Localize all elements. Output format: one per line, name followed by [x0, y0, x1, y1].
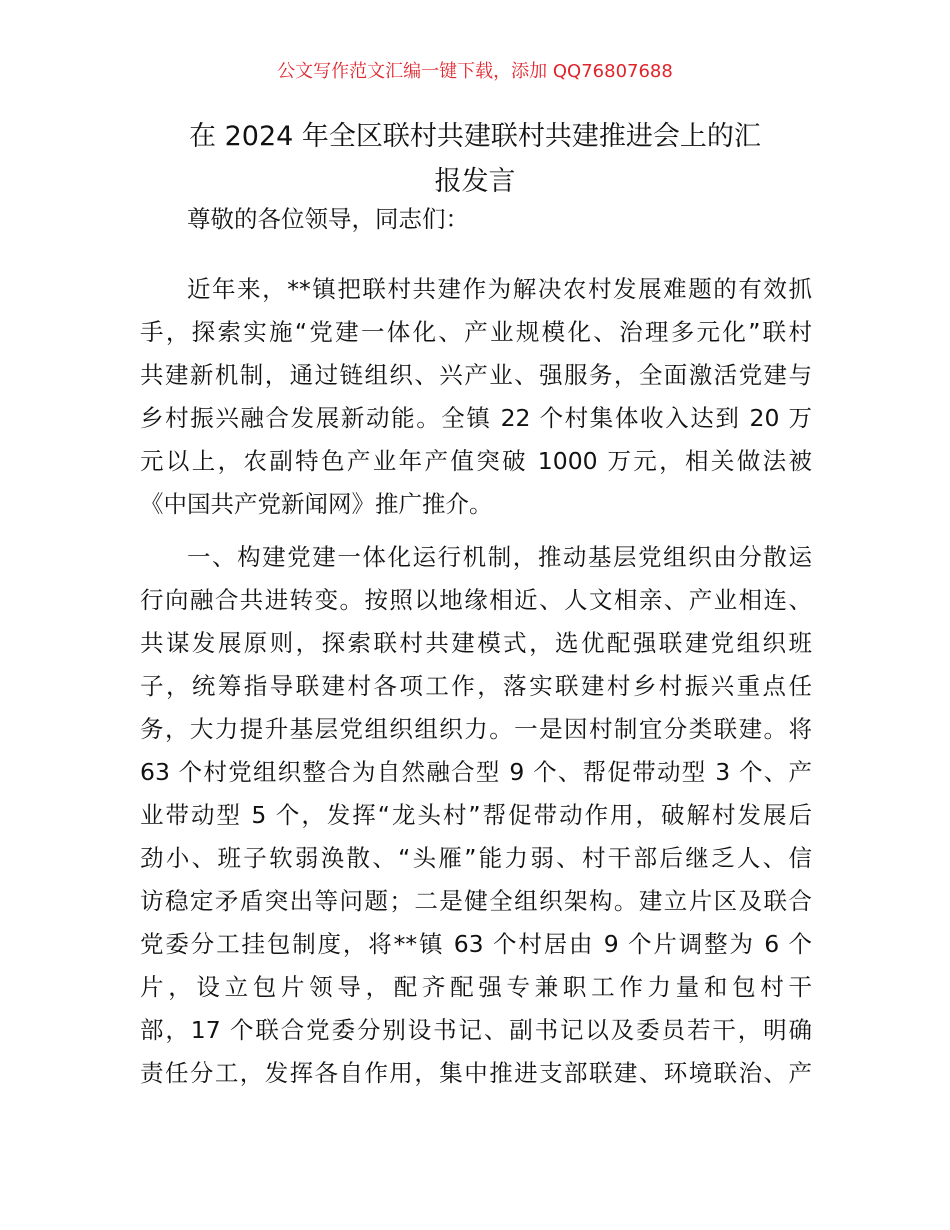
paragraph-line: 63 个村党组织整合为自然融合型 9 个、帮促带动型 3 个、产: [140, 758, 812, 786]
paragraph-line: 业带动型 5 个，发挥“龙头村”帮促带动作用，破解村发展后: [140, 801, 812, 829]
paragraph-1: [140, 268, 812, 526]
paragraph-line: 访稳定矛盾突出等问题；二是健全组织架构。建立片区及联合: [140, 887, 812, 915]
watermark-banner: 公文写作范文汇编一键下载，添加 QQ76807688: [277, 61, 673, 82]
paragraph-line: 《中国共产党新闻网》推广推介。: [140, 490, 493, 518]
paragraph-line: 一、构建党建一体化运行机制，推动基层党组织由分散运: [187, 543, 812, 571]
paragraph-line: 责任分工，发挥各自作用，集中推进支部联建、环境联治、产: [140, 1059, 812, 1087]
paragraph-line: 元以上，农副特色产业年产值突破 1000 万元，相关做法被: [140, 447, 812, 475]
paragraph-line: 党委分工挂包制度，将**镇 63 个村居由 9 个片调整为 6 个: [140, 930, 812, 958]
paragraph-line: 务，大力提升基层党组织组织力。一是因村制宜分类联建。将: [140, 715, 812, 743]
paragraph-line: 片，设立包片领导，配齐配强专兼职工作力量和包村干: [140, 973, 812, 1001]
paragraph-line: 部，17 个联合党委分别设书记、副书记以及委员若干，明确: [140, 1016, 812, 1044]
paragraph-line: 近年来，**镇把联村共建作为解决农村发展难题的有效抓: [187, 275, 812, 303]
paragraph-2: [140, 536, 812, 1095]
paragraph-line: 手，探索实施“党建一体化、产业规模化、治理多元化”联村: [140, 318, 812, 346]
document-title: [130, 114, 820, 204]
paragraph-line: 劲小、班子软弱涣散、“头雁”能力弱、村干部后继乏人、信: [140, 844, 812, 872]
paragraph-line: 子，统筹指导联建村各项工作，落实联建村乡村振兴重点任: [140, 672, 812, 700]
title-line-1: 在 2024 年全区联村共建联村共建推进会上的汇: [189, 121, 761, 152]
greeting-text: 尊敬的各位领导，同志们：: [187, 205, 469, 233]
title-line-2: 报发言: [434, 166, 516, 197]
paragraph-line: 共谋发展原则，探索联村共建模式，选优配强联建党组织班: [140, 629, 812, 657]
greeting: [140, 198, 812, 241]
paragraph-line: 共建新机制，通过链组织、兴产业、强服务，全面激活党建与: [140, 361, 812, 389]
paragraph-line: 行向融合共进转变。按照以地缘相近、人文相亲、产业相连、: [140, 586, 812, 614]
paragraph-line: 乡村振兴融合发展新动能。全镇 22 个村集体收入达到 20 万: [140, 404, 812, 432]
